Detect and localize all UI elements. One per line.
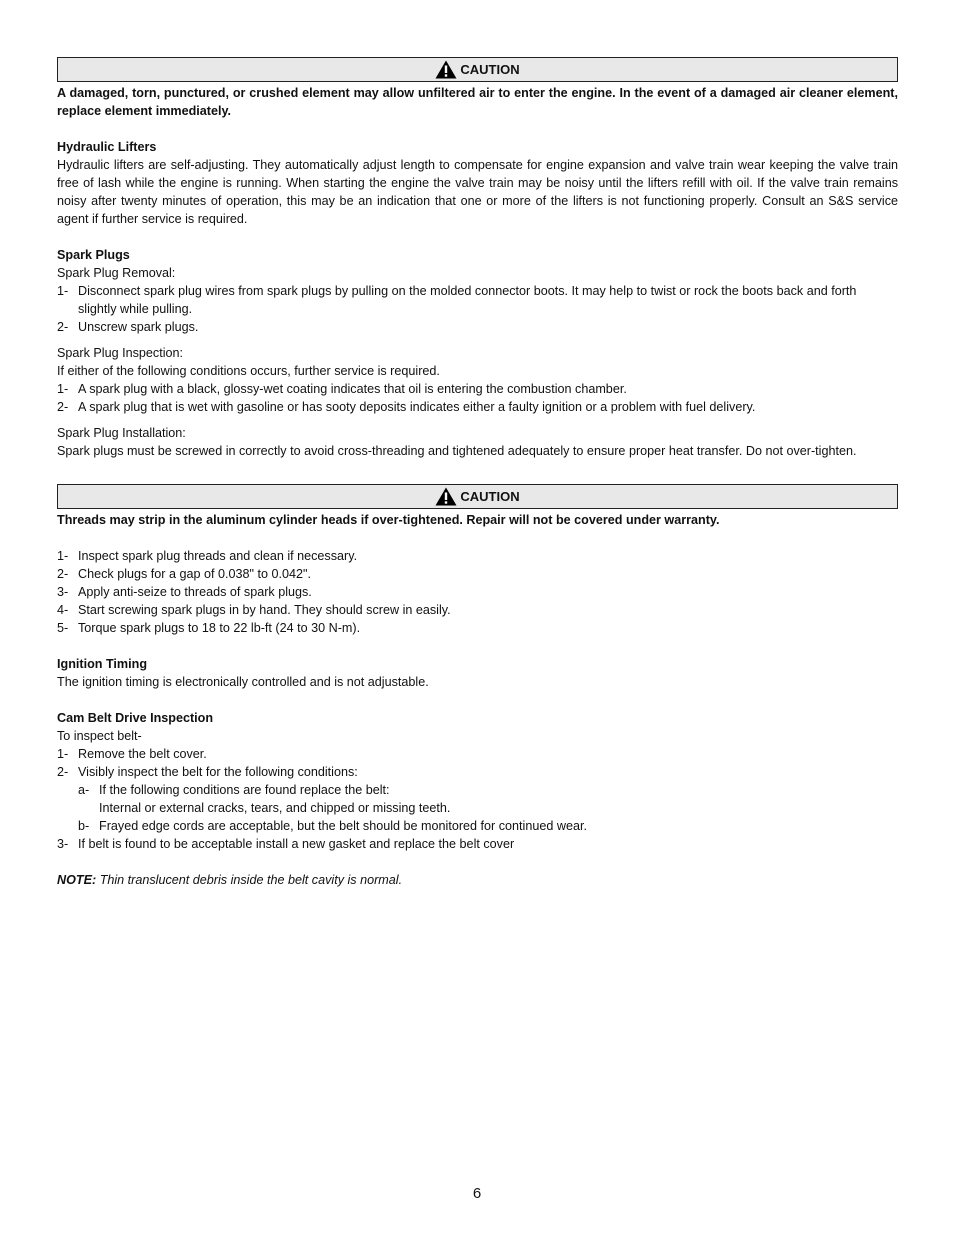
list-item: 3- Apply anti-seize to threads of spark plugs.: [57, 585, 312, 599]
section-heading: Ignition Timing: [57, 657, 148, 671]
subsection-title: Spark Plug Removal:: [57, 266, 176, 280]
section-body: The ignition timing is electronically controlled and is not adjustable.: [57, 675, 429, 689]
subsection-title: Spark Plug Installation:: [57, 426, 186, 440]
list-item: 1- Remove the belt cover.: [57, 747, 207, 761]
subsection-intro: If either of the following conditions occurs, further service is required.: [57, 364, 440, 378]
list-item: 4- Start screwing spark plugs in by hand. They should screw in easily.: [57, 603, 451, 617]
subsection-body: Spark plugs must be screwed in correctly to avoid cross-threading and tightened adequately to ensure proper heat transfer. Do not over-tighten.: [57, 444, 857, 458]
list-item: 3- If belt is found to be acceptable install a new gasket and replace the belt cover: [57, 837, 515, 851]
note: NOTE: Thin translucent debris inside the belt cavity is normal.: [57, 873, 403, 887]
section-heading: Cam Belt Drive Inspection: [57, 711, 214, 725]
caution-text: Threads may strip in the aluminum cylinder heads if over-tightened. Repair will not be covered under warranty.: [57, 513, 720, 527]
section-body: Hydraulic lifters are self-adjusting. They automatically adjust length to compensate for engine expansion and valve train wear keeping the valve train free of lash while the engine is running. When starting the engine the valve train may be noisy until the lifters refill with oil. If the valve train remains noisy after twenty minutes of operation, this may be an indication that one or more of the lifters is not functioning properly. Consult an S&S service agent if further service is required.: [57, 158, 898, 226]
subsection-title: Spark Plug Inspection:: [57, 346, 184, 360]
list-item: 1- A spark plug with a black, glossy-wet coating indicates that oil is entering the combustion chamber.: [57, 382, 627, 396]
page-number: 6: [472, 1185, 482, 1202]
list-item: 2- Visibly inspect the belt for the following conditions:: [57, 765, 358, 779]
list-item: 2- Check plugs for a gap of 0.038" to 0.042".: [57, 567, 311, 581]
warning-icon: [435, 487, 457, 506]
list-item: 2- Unscrew spark plugs.: [57, 320, 199, 334]
caution-label: CAUTION: [460, 488, 520, 504]
document-page: [57, 57, 898, 889]
caution-banner-1: [57, 57, 898, 82]
sub-list-item: b- Frayed edge cords are acceptable, but the belt should be monitored for continued wear.: [78, 819, 587, 833]
list-item: 5- Torque spark plugs to 18 to 22 lb-ft (24 to 30 N-m).: [57, 621, 361, 635]
section-heading: Hydraulic Lifters: [57, 140, 157, 154]
list-item: 1- Disconnect spark plug wires from spark plugs by pulling on the molded connector boots. It may help to twist or rock the boots back and forth slightly while pulling.: [57, 284, 857, 316]
list-item: 2- A spark plug that is wet with gasoline or has sooty deposits indicates either a faulty ignition or a problem with fuel delivery.: [57, 400, 756, 414]
section-heading: Spark Plugs: [57, 248, 130, 262]
list-item: 1- Inspect spark plug threads and clean if necessary.: [57, 549, 358, 563]
caution-label: CAUTION: [460, 61, 520, 77]
sub-list-item: a- If the following conditions are found replace the belt: Internal or external cracks, tears, and chipped or missing teeth.: [78, 783, 451, 815]
caution-text: A damaged, torn, punctured, or crushed element may allow unfiltered air to enter the engine. In the event of a damaged air cleaner element, replace element immediately.: [57, 86, 898, 118]
caution-banner-2: [57, 484, 898, 509]
section-intro: To inspect belt-: [57, 729, 142, 743]
warning-icon: [435, 60, 457, 79]
